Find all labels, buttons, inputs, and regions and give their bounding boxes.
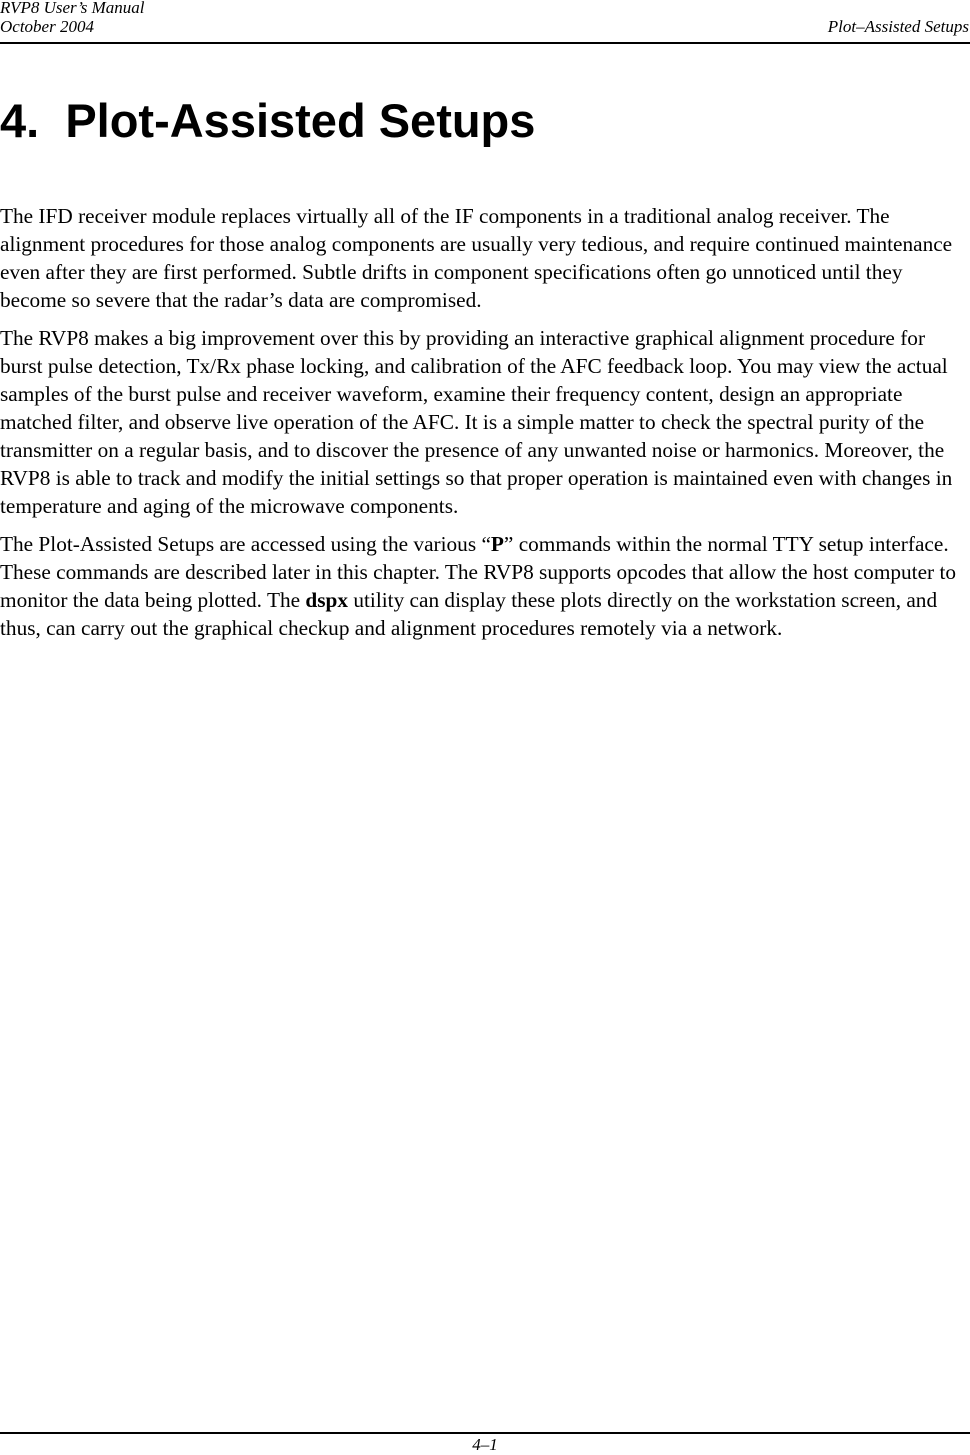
utility-name: dspx [305,588,349,612]
publication-date: October 2004 [0,17,94,36]
paragraph-rvp8-improvement: The RVP8 makes a big improvement over this by providing an interactive graphical alignment procedure for burst pulse detection, Tx/Rx phase locking, and calibration of the AFC feedback loop. You may view the actual samples of the burst pulse and receiver waveform, examine their frequency content, design an appropriate matched filter, and observe live operation of the AFC. It is a simple matter to check the spectral purity of the transmitter on a regular basis, and to discover the presence of any unwanted noise or harmonics. Moreover, the RVP8 is able to track and modify the initial settings so that proper operation is maintained even with changes in temperature and aging of the microwave components. [0,326,953,518]
paragraph-ifd-receiver: The IFD receiver module replaces virtually all of the IF components in a traditional analog receiver. The alignment procedures for those analog components are usually very tedious, and require continued maintenance even after they are first performed. Subtle drifts in component specifications often go unnoticed until they become so severe that the radar’s data are compromised. [0,204,953,312]
header-left [0,0,145,36]
running-header [0,0,970,44]
text-run: utility can display these plots directly on the workstation screen, and thus, can carry out the graphical checkup and alignment procedures remotely via a network. [0,588,938,640]
text-run: ” commands within the normal TTY setup interface. These commands are described later in this chapter. The RVP8 supports opcodes that allow the host computer to monitor the data being plotted. The [0,532,957,612]
section-title: Plot–Assisted Setups [827,17,969,36]
chapter-title: 4. Plot-Assisted Setups [0,94,536,147]
text-run: The Plot-Assisted Setups are accessed using the various “ [0,532,491,556]
command-letter: P [490,532,504,556]
manual-title: RVP8 User’s Manual [0,0,145,17]
page-number: 4–1 [472,1435,498,1454]
footer-rule [0,1432,970,1434]
paragraph-plot-assisted-access [0,530,969,642]
body-text [0,202,969,652]
